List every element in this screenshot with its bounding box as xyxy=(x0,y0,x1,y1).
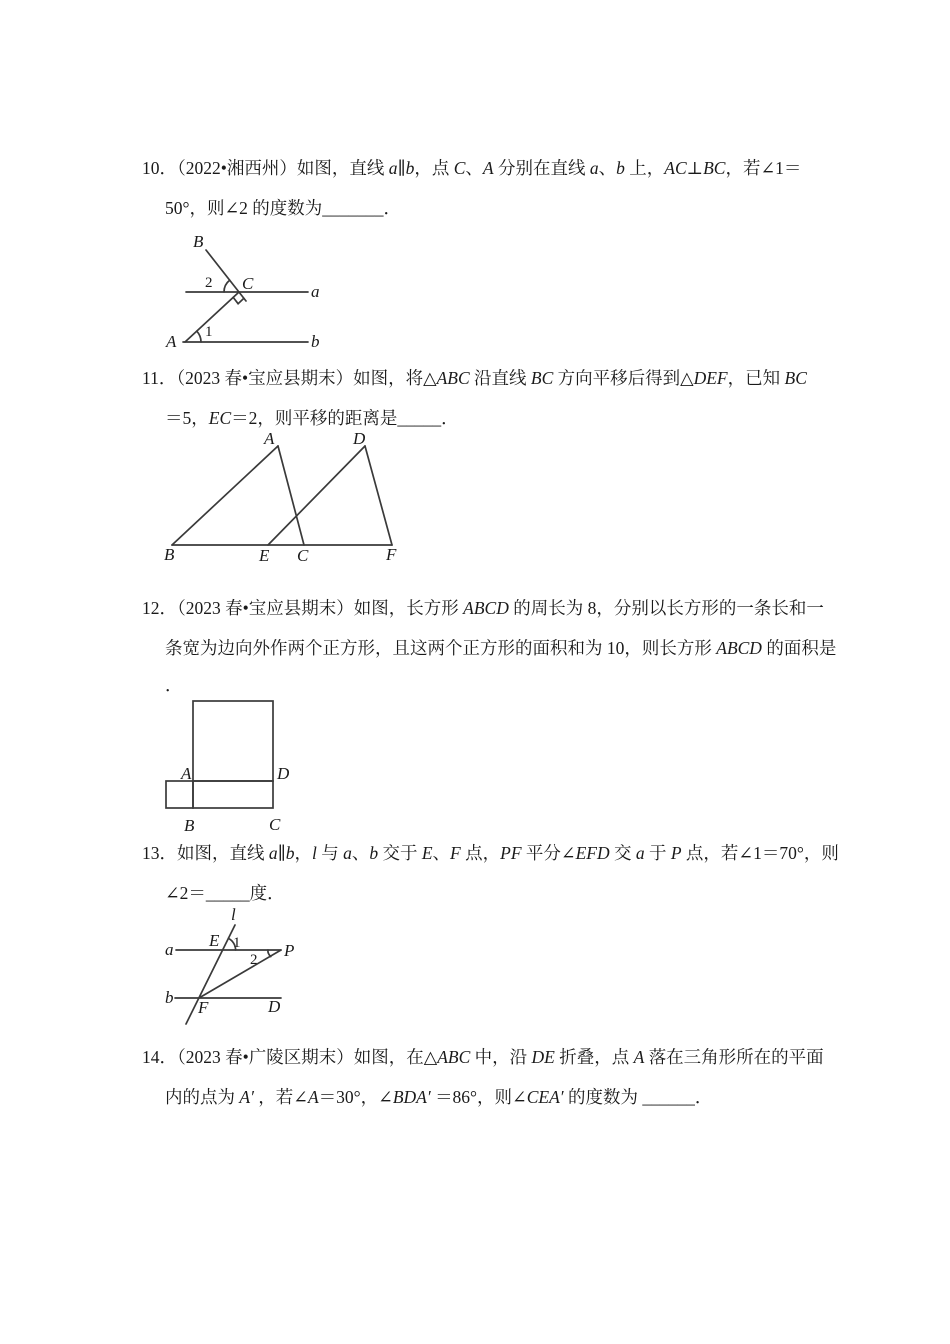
problem-11-number: 11． xyxy=(142,368,177,388)
problem-10-text-1: （2022•湘西州）如图，直线 a∥b，点 C、A 分别在直线 a、b 上，AC⊥BC，若∠1＝ xyxy=(177,158,802,178)
right-angle-mark xyxy=(233,297,244,303)
label-C: C xyxy=(242,274,254,293)
label-A: A xyxy=(166,332,177,351)
problem-12-line-1 xyxy=(142,597,824,620)
problem-13-line-1 xyxy=(142,842,839,865)
label-C: C xyxy=(297,546,309,565)
figure-10 xyxy=(160,226,320,356)
rectangle-ABCD xyxy=(193,781,273,808)
label-P: P xyxy=(284,941,295,960)
small-square xyxy=(166,781,193,808)
problem-12-line-2: 条宽为边向外作两个正方形，且这两个正方形的面积和为 10，则长方形 ABCD 的面积是 xyxy=(165,638,837,658)
problem-10-line-2: 50°，则∠2 的度数为_______． xyxy=(165,198,402,218)
label-angle-2: 2 xyxy=(205,275,213,291)
problem-10-line-1 xyxy=(142,157,801,180)
problem-14-number: 14． xyxy=(142,1047,177,1067)
label-line-b: b xyxy=(165,988,174,1007)
label-A: A xyxy=(264,429,275,448)
label-E: E xyxy=(259,546,270,565)
label-C: C xyxy=(269,815,281,834)
label-angle-1: 1 xyxy=(205,324,213,340)
problem-10-number: 10． xyxy=(142,158,177,178)
problem-11-line-2: ＝5，EC＝2，则平移的距离是_____． xyxy=(165,408,459,428)
label-B: B xyxy=(193,232,204,251)
problem-14-line-1 xyxy=(142,1046,824,1069)
label-A: A xyxy=(181,764,192,783)
problem-12-text-1: （2023 春•宝应县期末）如图，长方形 ABCD 的周长为 8，分别以长方形的一条长和一 xyxy=(177,598,824,618)
figure-12 xyxy=(158,694,290,836)
problem-13-line-2: ∠2＝_____度． xyxy=(165,883,285,903)
label-E: E xyxy=(209,931,220,950)
segment-DF xyxy=(365,446,392,545)
label-D: D xyxy=(277,764,290,783)
label-line-l: l xyxy=(231,905,236,924)
problem-12-line-3: ． xyxy=(165,675,183,695)
label-line-a: a xyxy=(165,940,174,959)
problem-11-text-1: （2023 春•宝应县期末）如图，将△ABC 沿直线 BC 方向平移后得到△DEF，已知 BC xyxy=(176,368,807,388)
label-line-a: a xyxy=(311,282,320,301)
figure-11 xyxy=(158,430,406,564)
segment-BA xyxy=(172,446,278,545)
problem-14-line-2: 内的点为 A′ ，若∠A＝30°，∠BDA′ ＝86°，则∠CEA′ 的度数为 ______． xyxy=(165,1087,713,1107)
angle-2-arc xyxy=(224,280,230,292)
figure-13 xyxy=(158,906,298,1032)
label-line-b: b xyxy=(311,332,320,351)
problem-13-number: 13． xyxy=(142,843,177,863)
problem-13-text-1: 如图，直线 a∥b，l 与 a、b 交于 E、F 点，PF 平分∠EFD 交 a 于 P 点，若∠1＝70°，则 xyxy=(177,843,839,863)
label-B: B xyxy=(164,545,175,564)
problem-14-text-1: （2023 春•广陵区期末）如图，在△ABC 中，沿 DE 折叠，点 A 落在三角形所在的平面 xyxy=(177,1047,824,1067)
label-B: B xyxy=(184,816,195,835)
problem-12-number: 12． xyxy=(142,598,177,618)
label-angle-1: 1 xyxy=(233,935,241,951)
problem-11-line-1 xyxy=(142,367,807,390)
angle-2-arc xyxy=(268,950,271,957)
angle-1-arc xyxy=(197,331,201,342)
label-F: F xyxy=(386,545,397,564)
label-D: D xyxy=(353,429,366,448)
label-F: F xyxy=(198,998,209,1017)
large-square xyxy=(193,701,273,781)
label-angle-2: 2 xyxy=(250,952,258,968)
label-D: D xyxy=(268,997,281,1016)
